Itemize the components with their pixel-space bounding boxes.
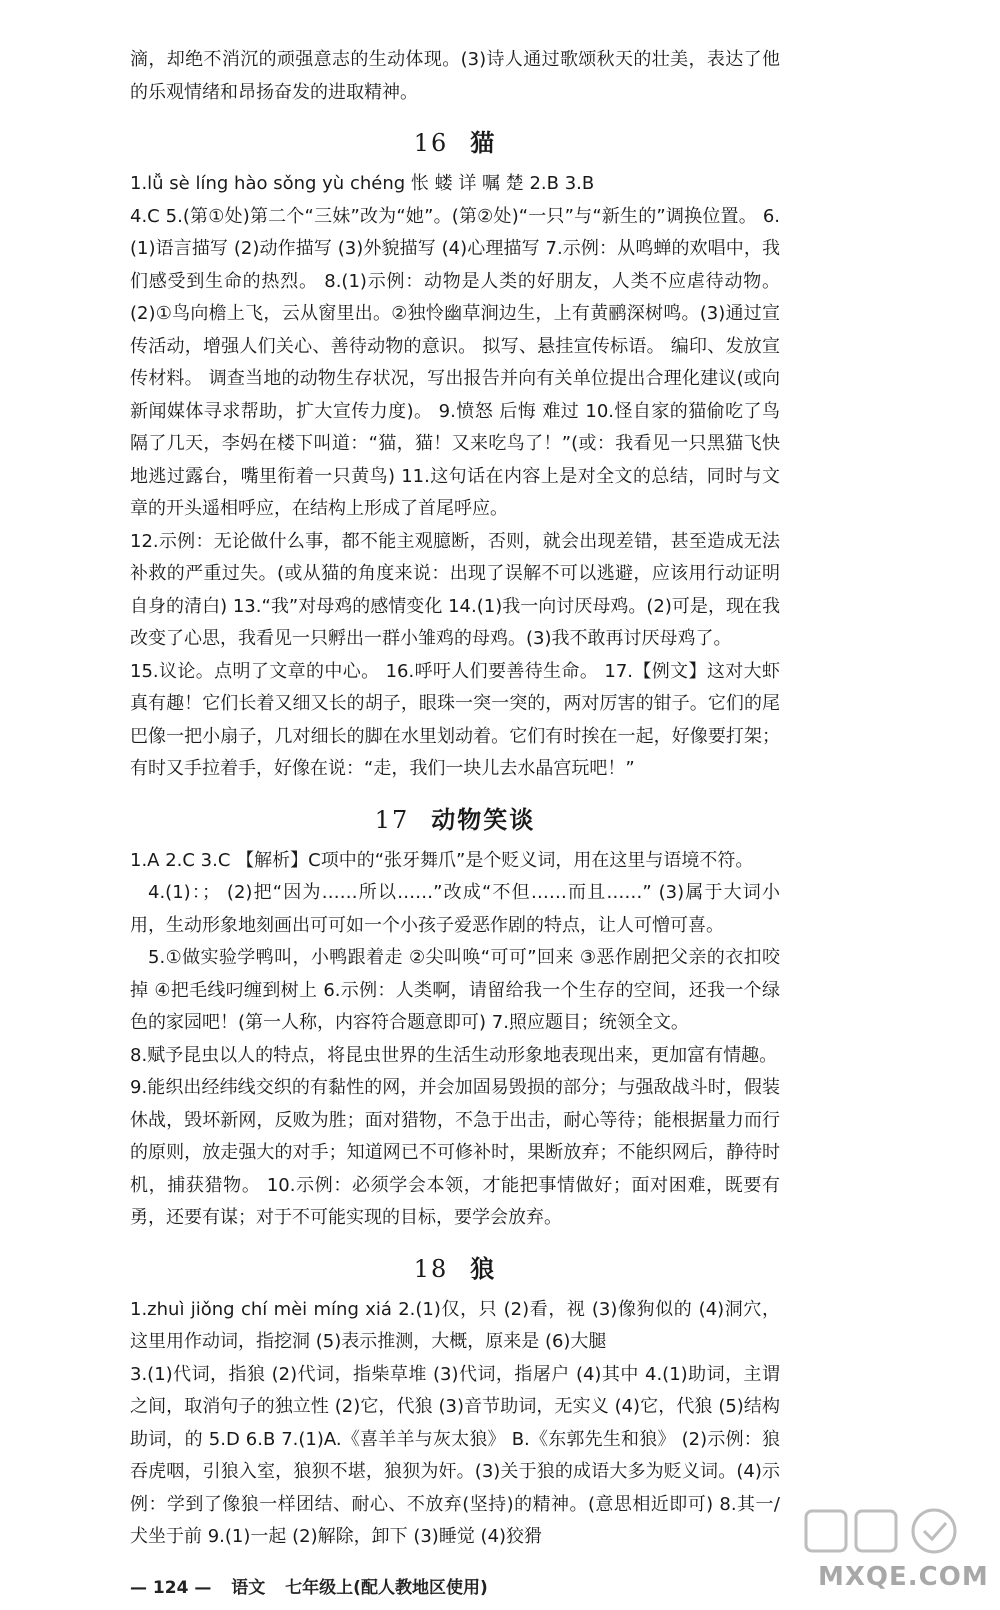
watermark-icon <box>800 1505 980 1565</box>
answer-content <box>130 44 780 1554</box>
section-heading <box>130 123 780 158</box>
answer-paragraph: 1.zhuì jiǒng chí mèi míng xiá 2.(1)仅，只 (2)看，视 (3)像狗似的 (4)洞穴，这里用作动词，指挖洞 (5)表示推测，大概，原来是 (6)大腿 <box>130 1298 780 1352</box>
section-title: 狼 <box>470 1253 497 1283</box>
section-number: 16 <box>413 129 449 157</box>
sections-container <box>130 123 780 1554</box>
answer-paragraph: 4.C 5.(第①处)第二个“三妹”改为“她”。(第②处)“一只”与“新生的”调换位置。 6.(1)语言描写 (2)动作描写 (3)外貌描写 (4)心理描写 7.示例：从鸣蝉的欢唱中，我们感受到生命的热烈。 8.(1)示例：动物是人类的好朋友，人类不应虐待动物。(2)①鸟向檐上飞，云从窗里出。②独怜幽草涧边生，上有黄鹂深树鸣。(3)通过宣传活动，增强人们关心、善待动物的意识。 拟写、悬挂宣传标语。 编印、发放宣传材料。 调查当地的动物生存状况，写出报告并向有关单位提出合理化建议(或向新闻媒体寻求帮助，扩大宣传力度)。 9.愤怒 后悔 难过 10.怪自家的猫偷吃了鸟 隔了几天，李妈在楼下叫道：“猫，猫！又来吃鸟了！”(或：我看见一只黑猫飞快地逃过露台，嘴里衔着一只黄鸟) 11.这句话在内容上是对全文的总结，同时与文章的开头遥相呼应，在结构上形成了首尾呼应。 <box>130 205 780 519</box>
section-heading <box>130 1249 780 1284</box>
section-title: 猫 <box>470 128 497 157</box>
answer-paragraph: 4.(1)：； (2)把“因为……所以……”改成“不但……而且……” (3)属于大词小用，生动形象地刻画出可可如一个小孩子爱恶作剧的特点，让人可憎可喜。 <box>130 882 780 936</box>
watermark-text: MXQE.COM <box>818 1562 989 1592</box>
answer-paragraph: 3.(1)代词，指狼 (2)代词，指柴草堆 (3)代词，指屠户 (4)其中 4.(1)助词，主谓之间，取消句子的独立性 (2)它，代狼 (3)音节助词，无实义 (4)它，代狼 (5)结构助词，的 5.D 6.B 7.(1)A.《喜羊羊与灰太狼》 B.《东郭先生和狼》 (2)示例：狼吞虎咽，引狼入室，狼狈不堪，狼狈为奸。(3)关于狼的成语大多为贬义词。(4)示例：学到了像狼一样团结、耐心、不放弃(坚持)的精神。(意思相近即可) 8.其一/犬坐于前 9.(1)一起 (2)解除，卸下 (3)睡觉 (4)狡猾 <box>130 1363 780 1547</box>
answer-paragraph: 1.A 2.C 3.C 【解析】C项中的“张牙舞爪”是个贬义词，用在这里与语境不符。 <box>130 849 754 871</box>
answer-paragraph: 12.示例：无论做什么事，都不能主观臆断，否则，就会出现差错，甚至造成无法补救的严重过失。(或从猫的角度来说：出现了误解不可以逃避，应该用行动证明自身的清白) 13.“我”对母鸡的感情变化 14.(1)我一向讨厌母鸡。(2)可是，现在我改变了心思，我看见一只孵出一群小雏鸡的母鸡。(3)我不敢再讨厌母鸡了。 <box>130 530 780 649</box>
section-number: 18 <box>413 1254 449 1283</box>
answer-paragraph: 1.lǚ sè líng hào sǒng yù chéng 怅 蝼 详 嘱 楚 2.B 3.B <box>130 173 595 194</box>
watermark-logo <box>800 1505 989 1600</box>
footer-grade: 七年级上(配人教地区使用) <box>285 1578 488 1598</box>
answer-paragraph: 8.赋予昆虫以人的特点，将昆虫世界的生活生动形象地表现出来，更加富有情趣。 <box>130 1044 778 1066</box>
page-number: — 124 — <box>130 1578 212 1598</box>
page-footer <box>130 1573 502 1598</box>
intro-paragraph: 滴，却绝不消沉的顽强意志的生动体现。(3)诗人通过歌颂秋天的壮美，表达了他的乐观情绪和昂扬奋发的进取精神。 <box>130 49 780 103</box>
section-heading <box>130 800 780 835</box>
section-title: 动物笑谈 <box>431 804 536 834</box>
section-number: 17 <box>374 805 410 834</box>
footer-subject: 语文 <box>231 1578 266 1598</box>
answer-paragraph: 9.能织出经纬线交织的有黏性的网，并会加固易毁损的部分；与强敌战斗时，假装休战，毁坏新网，反败为胜；面对猎物，不急于出击，耐心等待；能根据量力而行的原则，放走强大的对手；知道网已不可修补时，果断放弃；不能织网后，静待时机，捕获猎物。 10.示例：必须学会本领，才能把事情做好；面对困难，既要有勇，还要有谋；对于不可能实现的目标，要学会放弃。 <box>130 1077 780 1228</box>
answer-paragraph: 15.议论。点明了文章的中心。 16.呼吁人们要善待生命。 17.【例文】这对大虾真有趣！它们长着又细又长的胡子，眼珠一突一突的，两对厉害的钳子。它们的尾巴像一把小扇子，几对细长的脚在水里划动着。它们有时挨在一起，好像要打架；有时又手拉着手，好像在说：“走，我们一块儿去水晶宫玩吧！” <box>130 660 780 779</box>
answer-paragraph: 5.①做实验学鸭叫，小鸭跟着走 ②尖叫唤“可可”回来 ③恶作剧把父亲的衣扣咬掉 ④把毛线叼缠到树上 6.示例：人类啊，请留给我一个生存的空间，还我一个绿色的家园吧！(第一人称，内容符合题意即可) 7.照应题目；统领全文。 <box>130 947 780 1033</box>
